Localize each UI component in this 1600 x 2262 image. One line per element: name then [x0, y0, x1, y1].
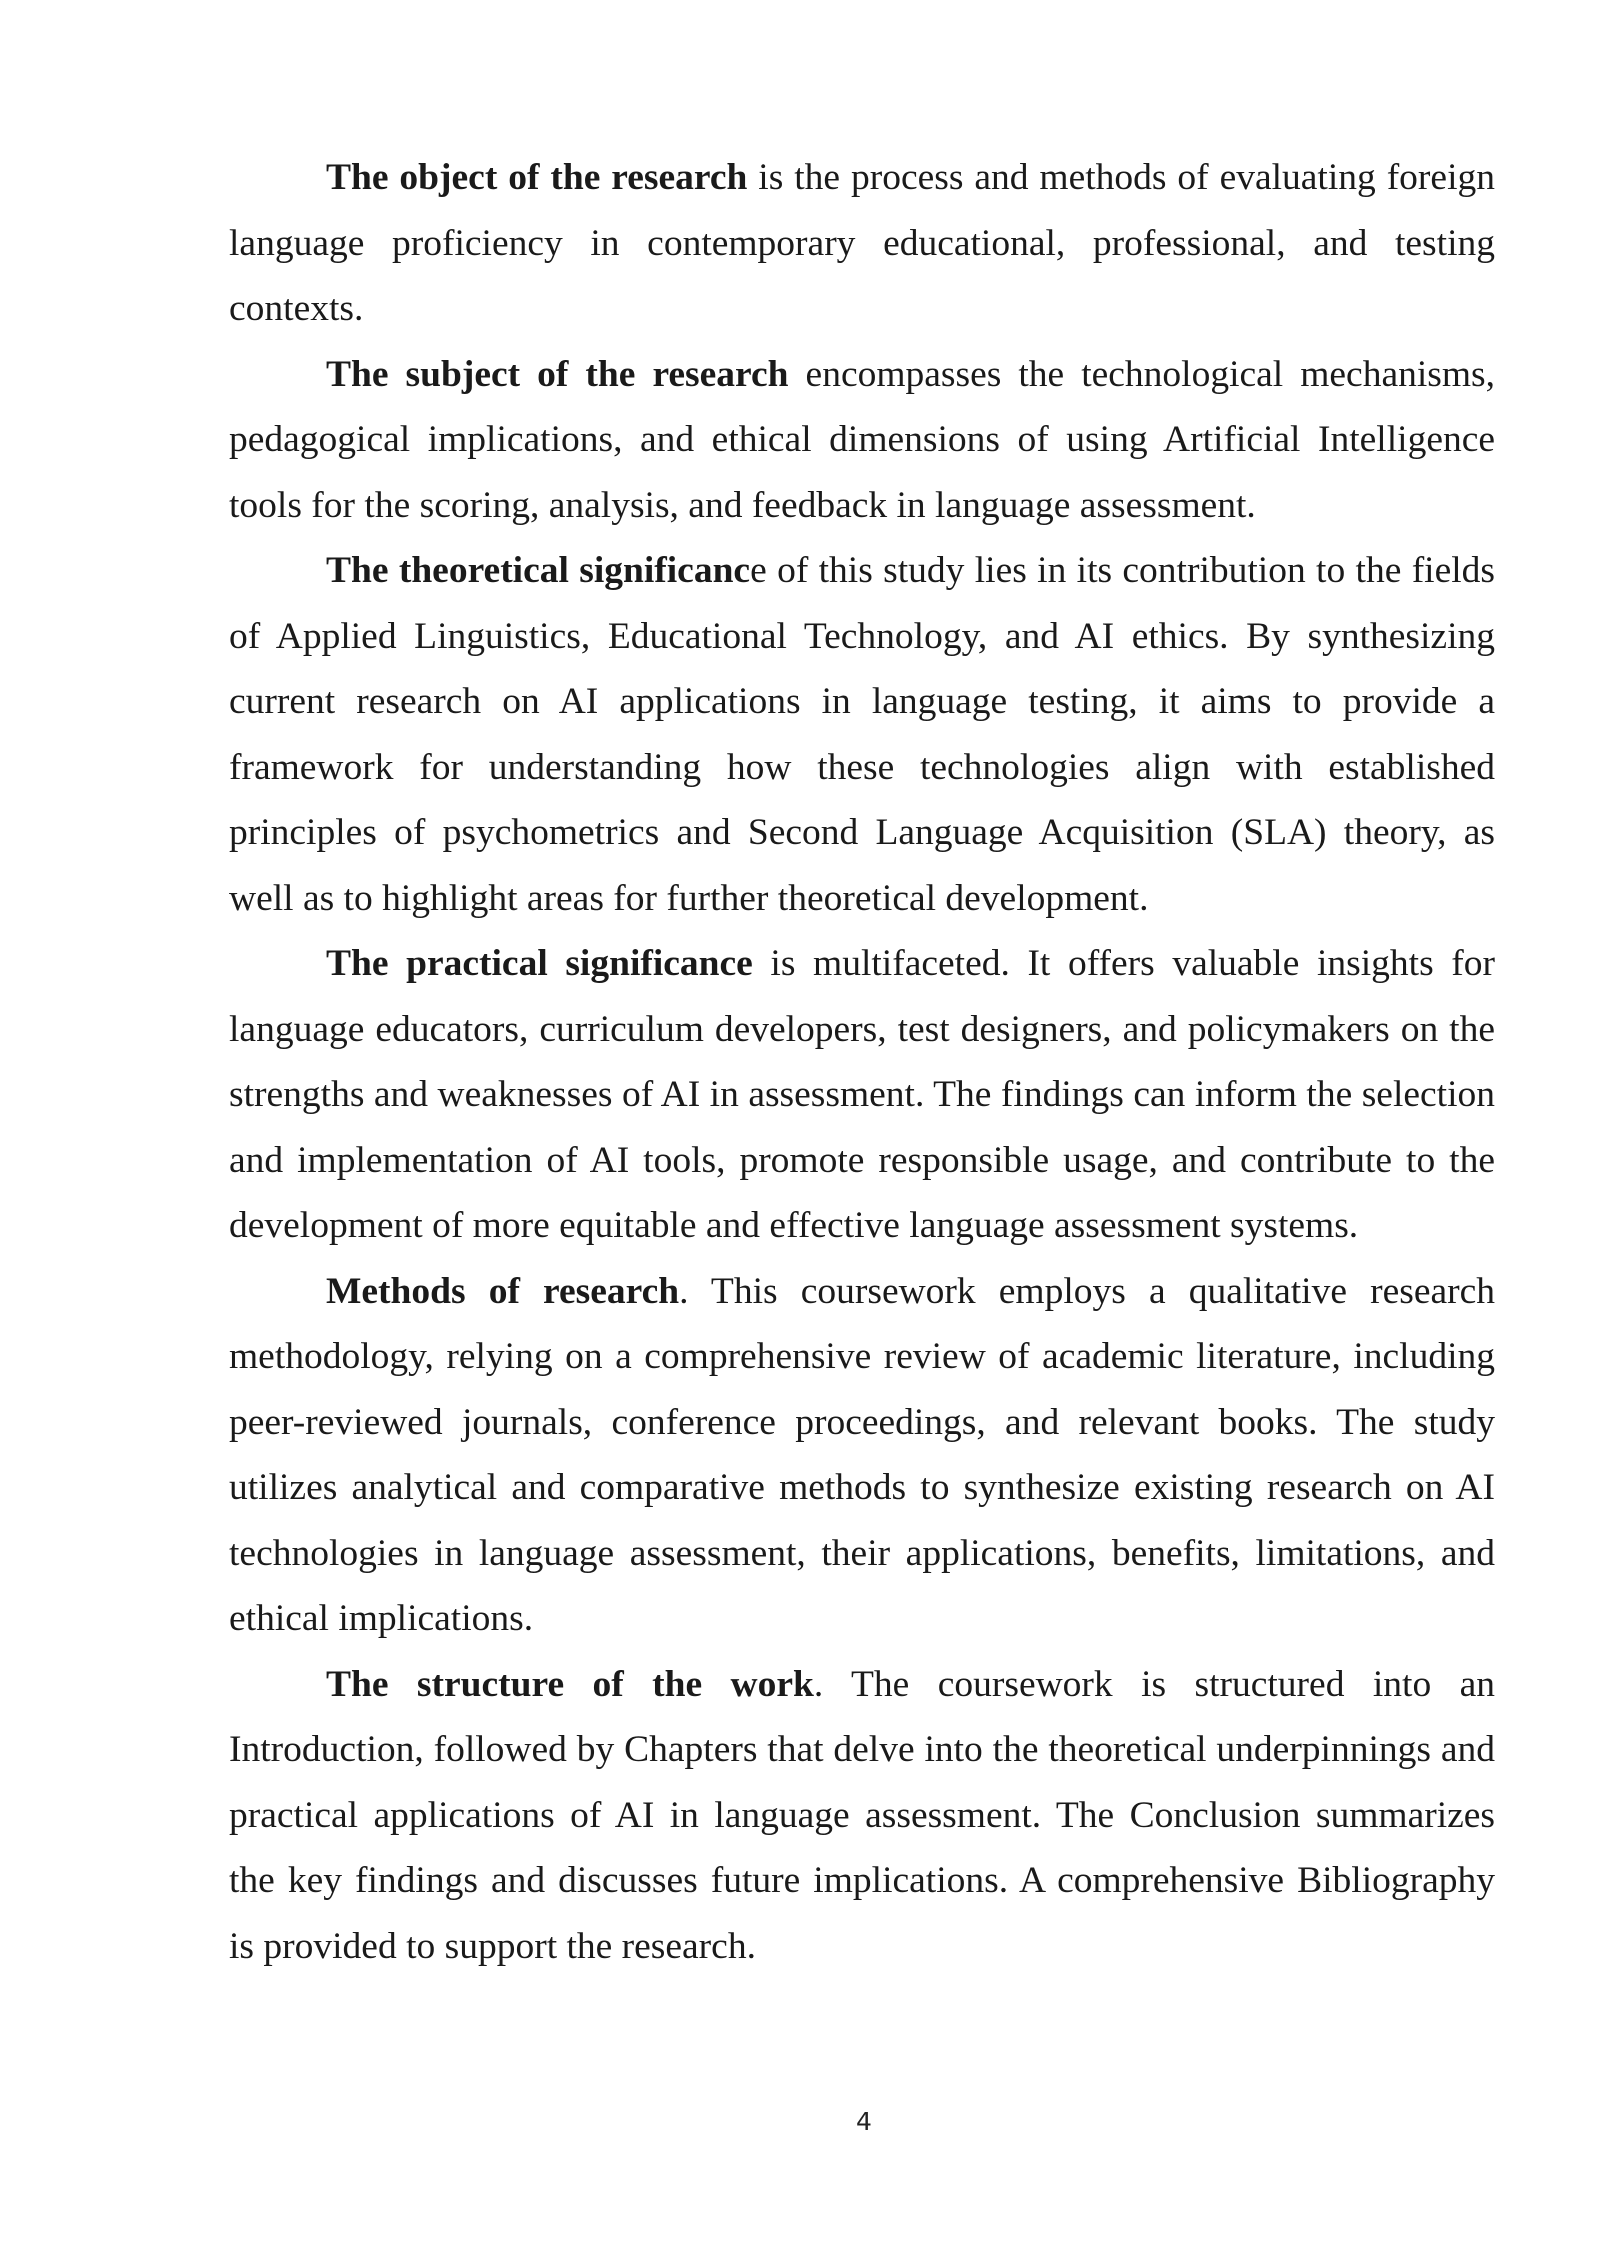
paragraph-lead: The object of the research: [326, 157, 748, 198]
paragraph-lead: The practical significance: [326, 943, 753, 984]
paragraph-text: . This coursework employs a qualitative research methodology, relying on a comprehensive review of academic literature, including peer-reviewed journals, conference proceedings, and relevant books. The study utilizes analytical and comparative methods to synthesize existing research on AI technologies in language assessment, their applications, benefits, limitations, and ethical implications.: [229, 1270, 1496, 1639]
paragraph-object-of-research: [229, 145, 1495, 342]
document-body: [229, 145, 1495, 1979]
paragraph-text: e of this study lies in its contribution to the fields of Applied Linguistics, Educational Technology, and AI ethics. By synthesizing current research on AI applications in language testing, it aims to provide a framework for understanding how these technologies align with established principles of psychometrics and Second Language Acquisition (SLA) theory, as well as to highlight areas for further theoretical development.: [229, 550, 1496, 919]
paragraph-structure-of-work: [229, 1652, 1495, 1980]
paragraph-text: is the process and methods of evaluating foreign language proficiency in contemporary educational, professional, and testing contexts.: [229, 157, 1495, 329]
page-number: 4: [856, 2107, 872, 2136]
paragraph-lead: The theoretical significanc: [326, 550, 751, 591]
paragraph-methods-of-research: [229, 1259, 1495, 1652]
paragraph-subject-of-research: [229, 342, 1495, 539]
paragraph-lead: Methods of research: [326, 1270, 680, 1312]
paragraph-lead: The structure of the work: [326, 1663, 814, 1705]
paragraph-text: is multifaceted. It offers valuable insights for language educators, curriculum developers, test designers, and policymakers on the strengths and weaknesses of AI in assessment. The findings can inform the selection and implementation of AI tools, promote responsible usage, and contribute to the development of more equitable and effective language assessment systems.: [229, 943, 1495, 1246]
paragraph-text: encompasses the technological mechanisms, pedagogical implications, and ethical dimensions of using Artificial Intelligence tools for the scoring, analysis, and feedback in language assessment.: [229, 353, 1495, 526]
paragraph-practical-significance: [229, 931, 1495, 1259]
paragraph-text: . The coursework is structured into an Introduction, followed by Chapters that delve into the theoretical underpinnings and practical applications of AI in language assessment. The Conclusion summarizes the key findings and discusses future implications. A comprehensive Bibliography is provided to support the research.: [229, 1663, 1495, 1967]
paragraph-lead: The subject of the research: [326, 353, 789, 395]
paragraph-theoretical-significance: [229, 538, 1495, 931]
